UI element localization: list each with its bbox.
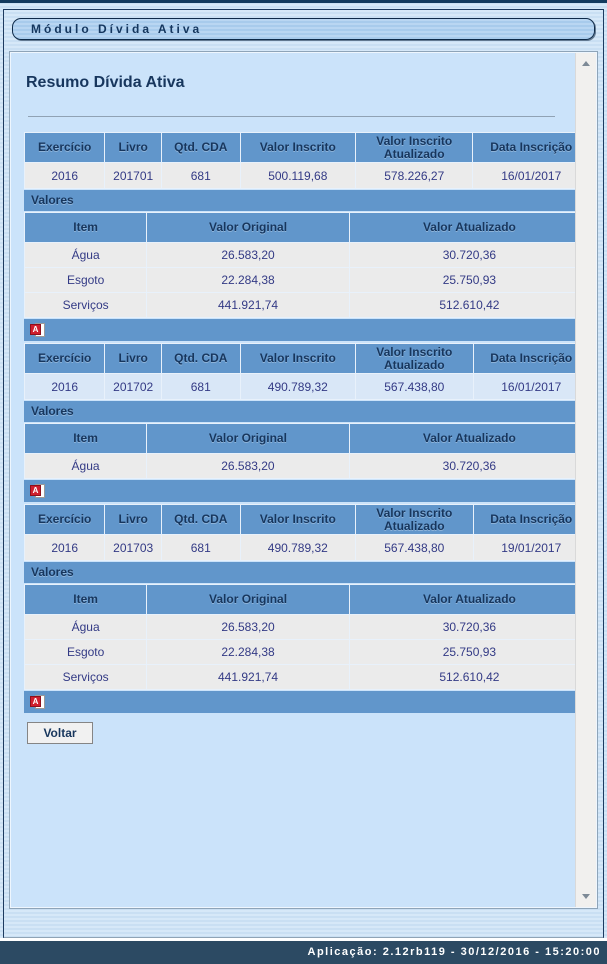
cell-valor-atualizado: 30.720,36	[350, 615, 589, 639]
header-livro: Livro	[105, 344, 161, 373]
module-frame	[3, 9, 604, 939]
pdf-badge: A	[30, 324, 41, 335]
content-area	[10, 52, 597, 744]
debt-table-3	[24, 504, 590, 561]
module-title-bar: Módulo Dívida Ativa	[12, 18, 595, 40]
cell-valor-atualizado: 30.720,36	[350, 243, 589, 267]
cell-data-inscricao: 19/01/2017	[474, 535, 590, 560]
cell-qtd-cda: 681	[162, 374, 240, 399]
pdf-export-bar	[24, 480, 590, 502]
cell-valor-inscrito-atualizado: 567.438,80	[356, 535, 472, 560]
pdf-export-bar	[24, 319, 590, 341]
header-item: Item	[25, 585, 146, 614]
header-valor-inscrito-atualizado: Valor Inscrito Atualizado	[356, 133, 472, 162]
divider	[28, 116, 555, 117]
cell-item: Esgoto	[25, 268, 146, 292]
cell-valor-original: 26.583,20	[147, 243, 349, 267]
table-row	[25, 535, 589, 560]
cell-valor-atualizado: 25.750,93	[350, 268, 589, 292]
header-valor-original: Valor Original	[147, 213, 349, 242]
cell-valor-inscrito: 490.789,32	[241, 374, 355, 399]
header-qtd-cda: Qtd. CDA	[162, 344, 240, 373]
header-item: Item	[25, 424, 146, 453]
cell-exercicio: 2016	[25, 163, 104, 188]
header-valor-original: Valor Original	[147, 585, 349, 614]
header-valor-atualizado: Valor Atualizado	[350, 424, 589, 453]
cell-valor-inscrito-atualizado: 567.438,80	[356, 374, 472, 399]
content-panel	[9, 51, 598, 909]
header-qtd-cda: Qtd. CDA	[162, 133, 240, 162]
valores-section-bar: Valores	[24, 562, 590, 583]
cell-valor-original: 22.284,38	[147, 268, 349, 292]
table-header-row	[25, 133, 589, 162]
header-data-inscricao: Data Inscrição	[474, 344, 590, 373]
cell-valor-original: 26.583,20	[147, 615, 349, 639]
cell-valor-inscrito: 500.119,68	[241, 163, 355, 188]
header-exercicio: Exercício	[25, 344, 104, 373]
cell-item: Água	[25, 243, 146, 267]
table-row	[25, 374, 589, 399]
cell-item: Serviços	[25, 665, 146, 689]
table-header-row	[25, 213, 589, 242]
cell-valor-atualizado: 25.750,93	[350, 640, 589, 664]
cell-valor-original: 22.284,38	[147, 640, 349, 664]
footer-status: Aplicação: 2.12rb119 - 30/12/2016 - 15:20:00	[0, 941, 607, 964]
cell-data-inscricao: 16/01/2017	[474, 374, 590, 399]
valores-section-bar: Valores	[24, 190, 590, 211]
header-item: Item	[25, 213, 146, 242]
page-title: Resumo Dívida Ativa	[26, 74, 185, 91]
table-row	[25, 665, 589, 689]
header-exercicio: Exercício	[25, 133, 104, 162]
header-valor-inscrito-atualizado: Valor Inscrito Atualizado	[356, 505, 472, 534]
header-valor-inscrito: Valor Inscrito	[241, 133, 355, 162]
header-valor-inscrito: Valor Inscrito	[241, 344, 355, 373]
table-row	[25, 163, 589, 188]
header-valor-inscrito-atualizado: Valor Inscrito Atualizado	[356, 344, 472, 373]
cell-qtd-cda: 681	[162, 535, 240, 560]
header-valor-atualizado: Valor Atualizado	[350, 213, 589, 242]
cell-qtd-cda: 681	[162, 163, 240, 188]
vertical-scrollbar[interactable]	[575, 53, 596, 907]
header-livro: Livro	[105, 133, 161, 162]
table-row	[25, 268, 589, 292]
pdf-icon[interactable]	[29, 694, 47, 711]
pdf-export-bar	[24, 691, 590, 713]
valores-table-2	[24, 423, 590, 479]
cell-livro: 201702	[105, 374, 161, 399]
table-header-row	[25, 585, 589, 614]
header-data-inscricao: Data Inscrição	[473, 133, 589, 162]
table-row	[25, 640, 589, 664]
pdf-icon[interactable]	[29, 322, 47, 339]
cell-valor-inscrito-atualizado: 578.226,27	[356, 163, 472, 188]
cell-valor-original: 441.921,74	[147, 665, 349, 689]
cell-valor-inscrito: 490.789,32	[241, 535, 355, 560]
debt-table-2	[24, 343, 590, 400]
pdf-badge: A	[30, 696, 41, 707]
cell-livro: 201703	[105, 535, 161, 560]
scroll-down-button[interactable]	[576, 887, 596, 905]
table-row	[25, 243, 589, 267]
header-qtd-cda: Qtd. CDA	[162, 505, 240, 534]
table-header-row	[25, 505, 589, 534]
chevron-down-icon	[582, 894, 590, 899]
cell-valor-original: 26.583,20	[147, 454, 349, 478]
valores-table-3	[24, 584, 590, 690]
valores-table-1	[24, 212, 590, 318]
cell-exercicio: 2016	[25, 374, 104, 399]
scroll-up-button[interactable]	[576, 55, 596, 73]
header-exercicio: Exercício	[25, 505, 104, 534]
cell-item: Serviços	[25, 293, 146, 317]
table-header-row	[25, 424, 589, 453]
valores-section-bar: Valores	[24, 401, 590, 422]
cell-exercicio: 2016	[25, 535, 104, 560]
debt-table-1	[24, 132, 590, 189]
table-row	[25, 293, 589, 317]
header-valor-atualizado: Valor Atualizado	[350, 585, 589, 614]
header-valor-inscrito: Valor Inscrito	[241, 505, 355, 534]
cell-item: Água	[25, 454, 146, 478]
cell-item: Esgoto	[25, 640, 146, 664]
table-header-row	[25, 344, 589, 373]
chevron-up-icon	[582, 61, 590, 66]
pdf-icon[interactable]	[29, 483, 47, 500]
table-row	[25, 615, 589, 639]
pdf-badge: A	[30, 485, 41, 496]
header-valor-original: Valor Original	[147, 424, 349, 453]
header-data-inscricao: Data Inscrição	[474, 505, 590, 534]
cell-data-inscricao: 16/01/2017	[473, 163, 589, 188]
cell-valor-atualizado: 30.720,36	[350, 454, 589, 478]
cell-livro: 201701	[105, 163, 161, 188]
cell-valor-atualizado: 512.610,42	[350, 293, 589, 317]
cell-valor-original: 441.921,74	[147, 293, 349, 317]
cell-valor-atualizado: 512.610,42	[350, 665, 589, 689]
voltar-button[interactable]: Voltar	[27, 722, 93, 744]
cell-item: Água	[25, 615, 146, 639]
top-border	[0, 0, 607, 3]
header-livro: Livro	[105, 505, 161, 534]
table-row	[25, 454, 589, 478]
